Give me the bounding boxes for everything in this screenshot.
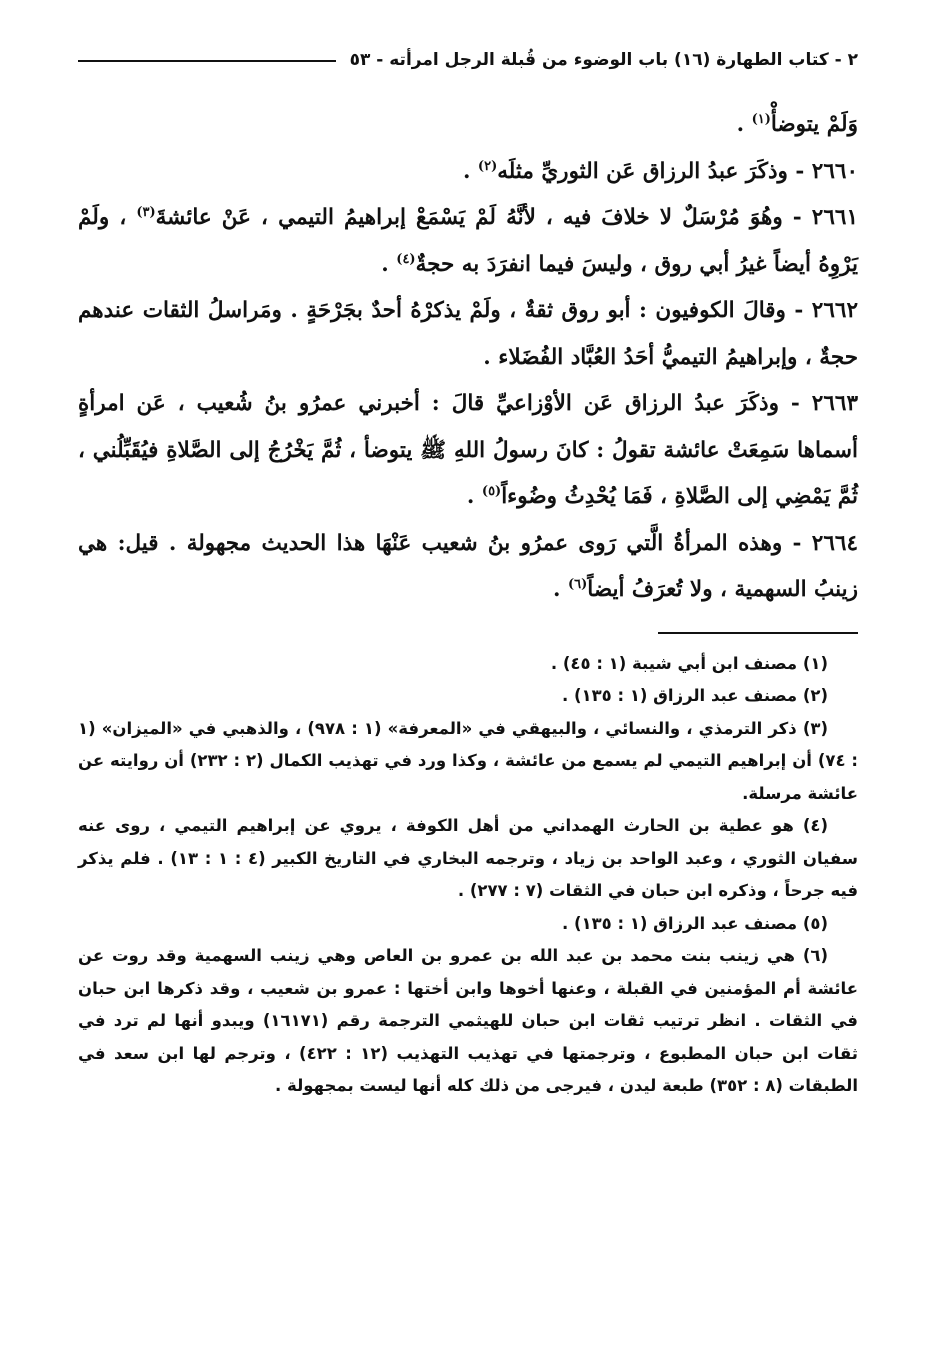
paragraph-end: .	[466, 484, 482, 509]
paragraph-text-continued: ، ولَمْ يَرْوِهُ أيضاً غيرُ أبي روق ، وليسَ فيما انفرَدَ به حجةٌ	[78, 205, 858, 277]
footnote-1: (١) مصنف ابن أبي شيبة (١ : ٤٥) .	[550, 653, 828, 673]
footnote-4: (٤) هو عطية بن الحارث الهمداني من أهل الكوفة ، يروي عن إبراهيم التيمي ، روى عنه سفيان الثوري ، وعبد الواحد بن زياد ، وترجمه البخاري في التاريخ الكبير (٤ : ١ : ١٣) . فلم يذكر فيه جرحاً ، وذكره ابن حبان في الثقات (٧ : ٢٧٧) .	[78, 816, 858, 900]
paragraph-2664	[78, 521, 858, 614]
paragraph-continuation	[78, 102, 858, 149]
running-header	[78, 40, 858, 80]
book-page	[78, 40, 858, 1320]
paragraph-end: .	[736, 112, 752, 137]
paragraph-text: ٢٦٦٤ - وهذه المرأةُ الَّتي رَوى عمرُو بنُ شعيب عَنْهَا هذا الحديث مجهولة . قيل: هي زينبُ السهمية ، ولا تُعرَفُ أيضاً	[78, 530, 858, 602]
paragraph-2660	[78, 149, 858, 196]
paragraph-text: ٢٦٦٠ - وذكَرَ عبدُ الرزاق عَن الثوريِّ مثلَه	[497, 158, 858, 184]
paragraph-text: ٢٦٦٢ - وقالَ الكوفيون : أبو روق ثقةٌ ، ولَمْ يذكرْهُ أحدٌ بجَرْحَةٍ . ومَراسلُ الثقات عندهم حجةٌ ، وإبراهيمُ التيميُّ أحَدُ العُبَّاد الفُضَلاء .	[78, 298, 858, 370]
footnote-ref-1: (١)	[751, 111, 771, 127]
footnote-6: (٦) هي زينب بنت محمد بن عبد الله بن عمرو بن العاص وهي زينب السهمية وقد روت عن عائشة أم المؤمنين في القبلة ، وعنها أخوها وابن أختها : عمرو بن شعيب ، وقد ذكرها ابن حبان في الثقات . انظر ترتيب ثقات ابن حبان للهيثمي الترجمة رقم (١٦١٧١) ويبدو أنها لم ترد في ثقات ابن حبان المطبوع ، وترجمتها في تهذيب التهذيب (١٢ : ٤٢٢) ، وترجم لها ابن سعد في الطبقات (٨ : ٣٥٢) طبعة ليدن ، فيرجى من ذلك كله أنها ليست بمجهولة .	[78, 946, 858, 1095]
paragraph-2663	[78, 381, 858, 521]
paragraph-2661	[78, 195, 858, 288]
footnotes	[78, 648, 858, 1103]
paragraph-text: ٢٦٦٣ - وذكَرَ عبدُ الرزاق عَن الأوْزاعيِّ قالَ : أخبرني عمرُو بنُ شُعيب ، عَن امرأةٍ أسماها سَمِعَتْ عائشة تقولُ : كانَ رسولُ اللهِ ﷺ يتوضأ ، ثُمَّ يَخْرُجُ إلى الصَّلاةِ فيُقَبِّلُني ، ثُمَّ يَمْضِي إلى الصَّلاةِ ، فَمَا يُحْدِثُ وضُوءاً	[78, 391, 858, 509]
footnote-3: (٣) ذكر الترمذي ، والنسائي ، والبيهقي في «المعرفة» (١ : ٩٧٨) ، والذهبي في «الميزان» (١ : ٧٤) أن إبراهيم التيمي لم يسمع من عائشة ، وكذا ورد في تهذيب الكمال (٢ : ٢٣٢) أن روايته عن عائشة مرسلة.	[78, 718, 859, 803]
running-title: ٢ - كتاب الطهارة (١٦) باب الوضوء من قُبلة الرجل امرأته - ٥٣	[349, 50, 858, 70]
footnote-ref-2: (٢)	[477, 158, 498, 174]
paragraph-end: .	[462, 158, 478, 184]
paragraph-text: وَلَمْ يتوضأْ	[770, 112, 858, 137]
paragraph-end: .	[553, 577, 568, 602]
footnote-5: (٥) مصنف عبد الرزاق (١ : ١٣٥) .	[561, 913, 828, 933]
footnote-separator	[658, 632, 858, 634]
paragraph-2662	[78, 288, 858, 381]
footnote-ref-3: (٣)	[136, 204, 156, 220]
paragraph-text: ٢٦٦١ - وهُوَ مُرْسَلٌ لا خلافَ فيه ، لأنَّهُ لَمْ يَسْمَعْ إبراهيمُ التيمي ، عَنْ عائشةَ	[155, 205, 858, 230]
header-rule	[78, 60, 336, 62]
paragraph-end: .	[381, 251, 397, 277]
main-text	[78, 102, 858, 614]
footnote-ref-6: (٦)	[568, 576, 588, 592]
footnote-2: (٢) مصنف عبد الرزاق (١ : ١٣٥) .	[561, 686, 828, 705]
footnote-ref-5: (٥)	[481, 483, 502, 499]
footnote-ref-4: (٤)	[396, 251, 416, 267]
